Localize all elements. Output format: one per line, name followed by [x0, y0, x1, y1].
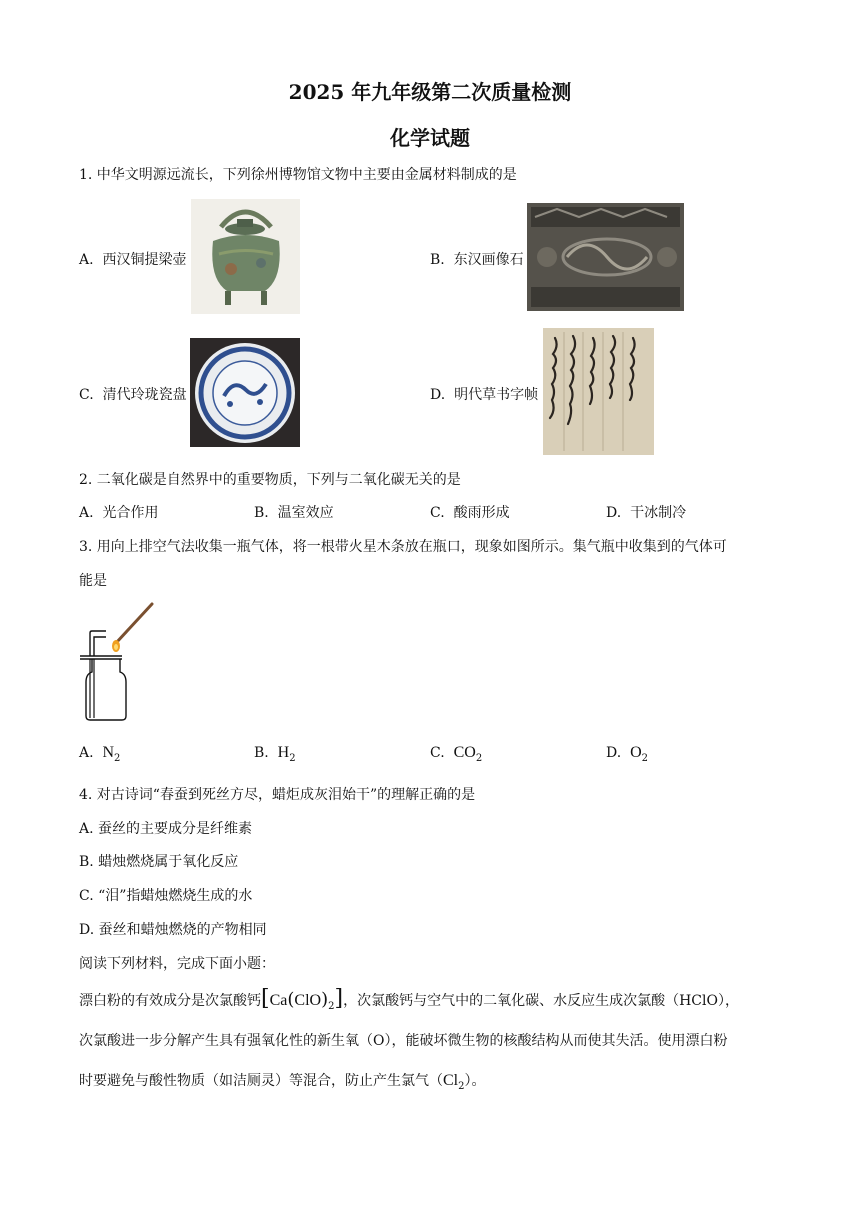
q2-option-a: A. 光合作用	[79, 505, 159, 521]
page-title: 2025 年九年级第二次质量检测	[288, 80, 572, 104]
q2-option-c: C. 酸雨形成	[430, 505, 510, 521]
q1-option-b: B. 东汉画像石	[430, 252, 524, 268]
stone-relief-image	[527, 203, 684, 311]
q2-option-d: D. 干冰制冷	[606, 505, 687, 521]
material-paragraph-line2: 次氯酸进一步分解产生具有强氧化性的新生氧（O），能破坏微生物的核酸结构从而使其失活。使用漂白粉	[79, 1033, 728, 1049]
q4-option-c: C. “泪”指蜡烛燃烧生成的水	[79, 888, 253, 904]
question-3-stem-line2: 能是	[79, 573, 107, 589]
question-2-stem: 2. 二氧化碳是自然界中的重要物质，下列与二氧化碳无关的是	[79, 472, 461, 488]
question-4-stem: 4. 对古诗词“春蚕到死丝方尽，蜡炬成灰泪始干”的理解正确的是	[79, 787, 476, 803]
porcelain-plate-image	[190, 338, 300, 447]
q1-option-d: D. 明代草书字帧	[430, 387, 539, 403]
calligraphy-scroll-image	[543, 328, 654, 455]
q4-option-a: A. 蚕丝的主要成分是纤维素	[79, 821, 253, 837]
q3-option-d: D. $O_2$	[606, 744, 649, 764]
q4-option-b: B. 蜡烛燃烧属于氧化反应	[79, 854, 239, 870]
q2-option-b: B. 温室效应	[254, 505, 334, 521]
q1-option-a: A. 西汉铜提梁壶	[79, 252, 187, 268]
q3-option-a: A. $N_2$	[79, 744, 121, 764]
bronze-pot-image	[191, 199, 300, 314]
question-3-stem-line1: 3. 用向上排空气法收集一瓶气体，将一根带火星木条放在瓶口，现象如图所示。集气瓶中收集到的气体可	[79, 539, 727, 555]
q3-option-b: B. $H_2$	[254, 744, 296, 764]
question-1-stem: 1. 中华文明源远流长，下列徐州博物馆文物中主要由金属材料制成的是	[79, 167, 517, 183]
q1-option-c: C. 清代玲珑瓷盘	[79, 387, 187, 403]
page-subtitle: 化学试题	[390, 126, 470, 150]
q3-option-c: C. $CO_2$	[430, 744, 483, 764]
q4-option-d: D. 蚕丝和蜡烛燃烧的产物相同	[79, 922, 267, 938]
material-paragraph-line1: 漂白粉的有效成分是次氯酸钙$[Ca(ClO)_2]$，次氯酸钙与空气中的二氧化碳、水反应生成次氯酸（HClO），	[79, 986, 739, 1012]
gas-bottle-splint-diagram	[76, 600, 162, 726]
material-paragraph-line3: 时要避免与酸性物质（如洁厕灵）等混合，防止产生氯气$(Cl_2)$。	[79, 1072, 486, 1092]
material-intro: 阅读下列材料，完成下面小题：	[79, 956, 275, 972]
